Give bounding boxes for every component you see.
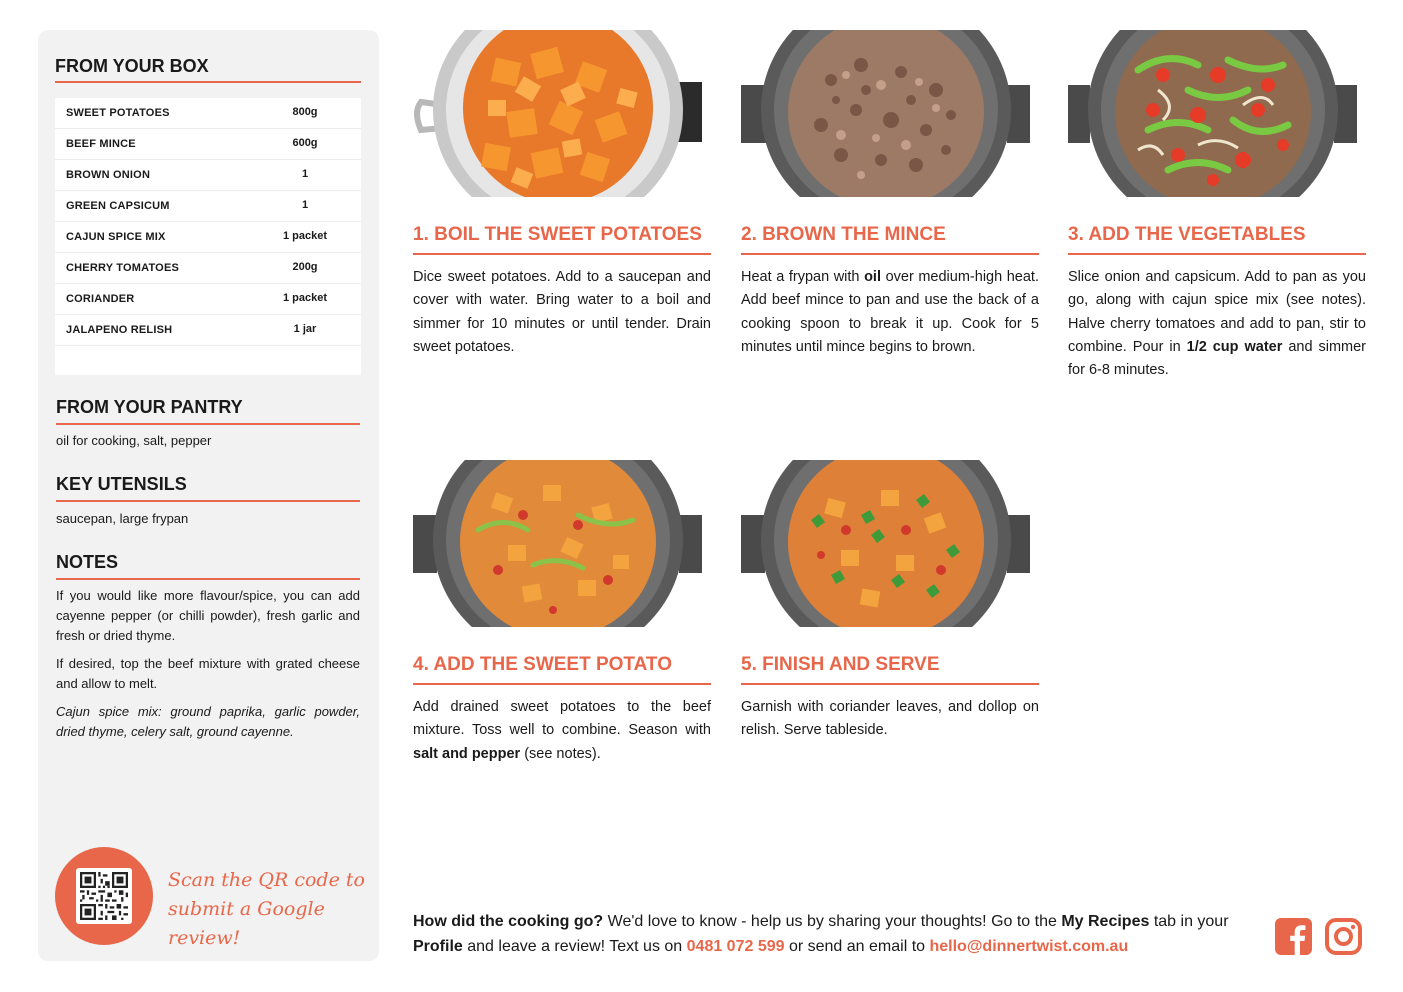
step-5-photo	[741, 460, 1030, 627]
notes-title: NOTES	[56, 552, 119, 572]
step-3-photo	[1068, 30, 1357, 197]
pantry-divider	[56, 423, 360, 425]
step-4-text: Add drained sweet potatoes to the beef mixture. Toss well to combine. Season with salt and pepper (see notes).	[413, 699, 711, 762]
notes-paragraph-1: If you would like more flavour/spice, you can add cayenne pepper (or chilli powder), fresh garlic and fresh or dried thyme.	[56, 588, 360, 643]
ingredient-qty: 1 packet	[282, 230, 328, 242]
saucepan-sweet-potato-image	[413, 30, 702, 197]
step-4-photo	[413, 460, 702, 627]
qr-code-icon[interactable]	[76, 868, 132, 924]
ingredient-name: CAJUN SPICE MIX	[66, 231, 166, 243]
step-1-photo	[413, 30, 702, 197]
profile-label: Profile	[413, 938, 463, 955]
ingredient-qty: 1	[301, 199, 309, 211]
ingredient-qty: 1	[301, 168, 309, 180]
utensils-divider	[56, 500, 360, 502]
table-row	[55, 129, 361, 160]
step-4-title: 4. ADD THE SWEET POTATO	[413, 654, 672, 675]
my-recipes-label: My Recipes	[1061, 913, 1150, 930]
step-3-title: 3. ADD THE VEGETABLES	[1068, 224, 1306, 245]
ingredient-qty: 200g	[292, 261, 318, 273]
ingredient-name: BROWN ONION	[66, 169, 151, 181]
table-row	[55, 315, 361, 346]
step-4-divider	[413, 683, 711, 685]
ingredient-qty: 600g	[292, 137, 318, 149]
ingredient-qty: 1 packet	[282, 292, 328, 304]
step-5-text: Garnish with coriander leaves, and dollop on relish. Serve tableside.	[741, 699, 1039, 739]
qr-code-badge[interactable]	[55, 847, 153, 945]
ingredient-name: JALAPENO RELISH	[66, 324, 173, 336]
ingredient-name: CHERRY TOMATOES	[66, 262, 180, 274]
table-row	[55, 160, 361, 191]
facebook-icon[interactable]	[1275, 918, 1312, 955]
step-2-title: 2. BROWN THE MINCE	[741, 224, 946, 245]
step-2-text: Heat a frypan with oil over medium-high heat. Add beef mince to pan and use the back of a cooking spoon to break it up. Cook for 5 minutes until mince begins to brown.	[741, 269, 1039, 355]
qr-review-line-1: Scan the QR code to	[168, 869, 365, 891]
step-1-text: Dice sweet potatoes. Add to a saucepan and cover with water. Bring water to a boil and simmer for 10 minutes or until tender. Drain sweet potatoes.	[413, 269, 711, 355]
review-footer: How did the cooking go? We'd love to know - help us by sharing your thoughts! Go to the My Recipes tab in your Profile and leave a review! Text us on 0481 072 599 or send an email to hello@dinnertwist.com.au	[413, 913, 1229, 955]
footer-question: How did the cooking go?	[413, 913, 604, 930]
from-your-box-title: FROM YOUR BOX	[55, 56, 209, 76]
email-link[interactable]: hello@dinnertwist.com.au	[929, 938, 1129, 955]
qr-review-prompt	[168, 866, 368, 953]
step-2-photo	[741, 30, 1030, 197]
frypan-finished-dish-image	[741, 460, 1030, 627]
pantry-text: oil for cooking, salt, pepper	[56, 433, 212, 448]
ingredients-panel	[38, 30, 379, 961]
ingredient-name: GREEN CAPSICUM	[66, 200, 170, 212]
from-your-pantry-title: FROM YOUR PANTRY	[56, 397, 243, 417]
step-3-divider	[1068, 253, 1366, 255]
step-1-title: 1. BOIL THE SWEET POTATOES	[413, 224, 702, 245]
ingredient-name: BEEF MINCE	[66, 138, 136, 150]
step-2-divider	[741, 253, 1039, 255]
table-row	[55, 284, 361, 315]
ingredients-table	[55, 98, 361, 375]
ingredient-qty: 800g	[292, 106, 318, 118]
table-row	[55, 253, 361, 284]
notes-divider	[56, 578, 360, 580]
table-row	[55, 222, 361, 253]
step-5-divider	[741, 683, 1039, 685]
ingredient-name: SWEET POTATOES	[66, 107, 170, 119]
ingredient-name: CORIANDER	[66, 293, 135, 305]
step-3-text: Slice onion and capsicum. Add to pan as you go, along with cajun spice mix (see notes). Halve cherry tomatoes and add to pan, stir to combine. Pour in 1/2 cup water and simmer for 6-8 minutes.	[1068, 269, 1366, 379]
frypan-vegetables-image	[1068, 30, 1357, 197]
utensils-text: saucepan, large frypan	[56, 511, 189, 526]
table-row	[55, 191, 361, 222]
ingredient-qty: 1 jar	[293, 323, 317, 335]
frypan-mince-image	[741, 30, 1030, 197]
qr-code-pattern	[80, 872, 128, 920]
step-1-divider	[413, 253, 711, 255]
instagram-icon[interactable]	[1325, 918, 1362, 955]
box-title-divider	[55, 81, 361, 83]
qr-review-line-2: submit a Google review!	[168, 898, 325, 949]
frypan-sweet-potato-mix-image	[413, 460, 702, 627]
notes-paragraph-2: If desired, top the beef mixture with grated cheese and allow to melt.	[56, 656, 360, 691]
step-5-title: 5. FINISH AND SERVE	[741, 654, 940, 675]
phone-number-link[interactable]: 0481 072 599	[686, 938, 785, 955]
key-utensils-title: KEY UTENSILS	[56, 474, 187, 494]
table-row	[55, 98, 361, 129]
notes-paragraph-3: Cajun spice mix: ground paprika, garlic powder, dried thyme, celery salt, ground cayenne.	[56, 704, 360, 739]
